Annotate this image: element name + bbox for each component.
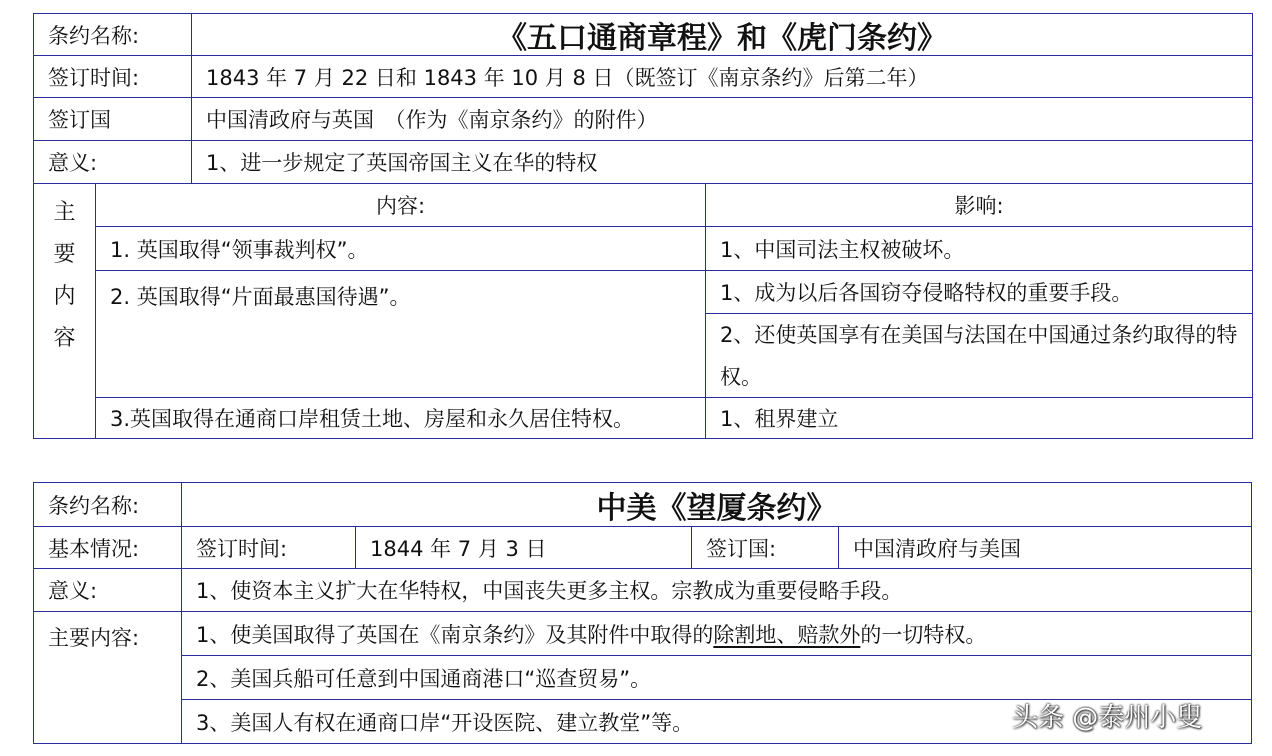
t1-main-char: 要 xyxy=(53,242,76,267)
t2-parties-label: 签订国: xyxy=(691,526,839,569)
t1-main-label xyxy=(33,183,96,439)
t2-item1-pre: 1、使美国取得了英国在《南京条约》及其附件中取得的 xyxy=(196,622,714,647)
t2-meaning-value: 1、使资本主义扩大在华特权，中国丧失更多主权。宗教成为重要侵略手段。 xyxy=(181,568,1252,612)
t2-item2: 2、美国兵船可任意到中国通商港口“巡查贸易”。 xyxy=(181,655,1252,700)
t2-name-value: 中美《望厦条约》 xyxy=(181,482,1252,527)
t2-item1-post: 的一切特权。 xyxy=(860,622,987,647)
t1-impact-row2b: 2、还使英国享有在美国与法国在中国通过条约取得的特权。 xyxy=(705,313,1253,398)
t1-name-value: 《五口通商章程》和《虎门条约》 xyxy=(191,13,1253,56)
t1-main-char: 内 xyxy=(53,284,76,309)
t1-content-header: 内容: xyxy=(95,183,706,227)
t1-date-label: 签订时间: xyxy=(33,55,192,98)
t1-impact-header: 影响: xyxy=(705,183,1253,227)
t2-date-value: 1844 年 7 月 3 日 xyxy=(355,526,692,569)
t1-impact-row3: 1、租界建立 xyxy=(705,397,1253,439)
t1-meaning-value: 1、进一步规定了英国帝国主义在华的特权 xyxy=(191,140,1253,184)
t2-basic-label: 基本情况: xyxy=(33,526,182,569)
t2-date-label: 签订时间: xyxy=(181,526,356,569)
t1-main-char: 主 xyxy=(53,200,76,225)
t2-parties-value: 中国清政府与美国 xyxy=(838,526,1252,569)
t1-parties-value: 中国清政府与英国 （作为《南京条约》的附件） xyxy=(191,97,1253,141)
t2-meaning-label: 意义: xyxy=(33,568,182,612)
t2-item1 xyxy=(181,611,1252,656)
t1-date-value: 1843 年 7 月 22 日和 1843 年 10 月 8 日（既签订《南京条约》后第二年） xyxy=(191,55,1253,98)
t2-name-label: 条约名称: xyxy=(33,482,182,527)
t1-parties-label: 签订国 xyxy=(33,97,192,141)
t1-name-label: 条约名称: xyxy=(33,13,192,56)
t2-main-label: 主要内容: xyxy=(33,611,182,744)
t1-main-char: 容 xyxy=(53,326,76,351)
t2-item1-underlined: 除割地、赔款外 xyxy=(713,622,861,647)
t1-content-row2: 2. 英国取得“片面最惠国待遇”。 xyxy=(95,270,706,398)
t1-content-row3: 3.英国取得在通商口岸租赁土地、房屋和永久居住特权。 xyxy=(95,397,706,439)
t1-impact-row1: 1、中国司法主权被破坏。 xyxy=(705,226,1253,271)
t1-meaning-label: 意义: xyxy=(33,140,192,184)
t2-item3: 3、美国人有权在通商口岸“开设医院、建立教堂”等。 xyxy=(181,699,1252,744)
watermark: 头条 @泰州小叟 xyxy=(1012,703,1203,733)
t1-content-row1: 1. 英国取得“领事裁判权”。 xyxy=(95,226,706,271)
t1-impact-row2a: 1、成为以后各国窃夺侵略特权的重要手段。 xyxy=(705,270,1253,314)
